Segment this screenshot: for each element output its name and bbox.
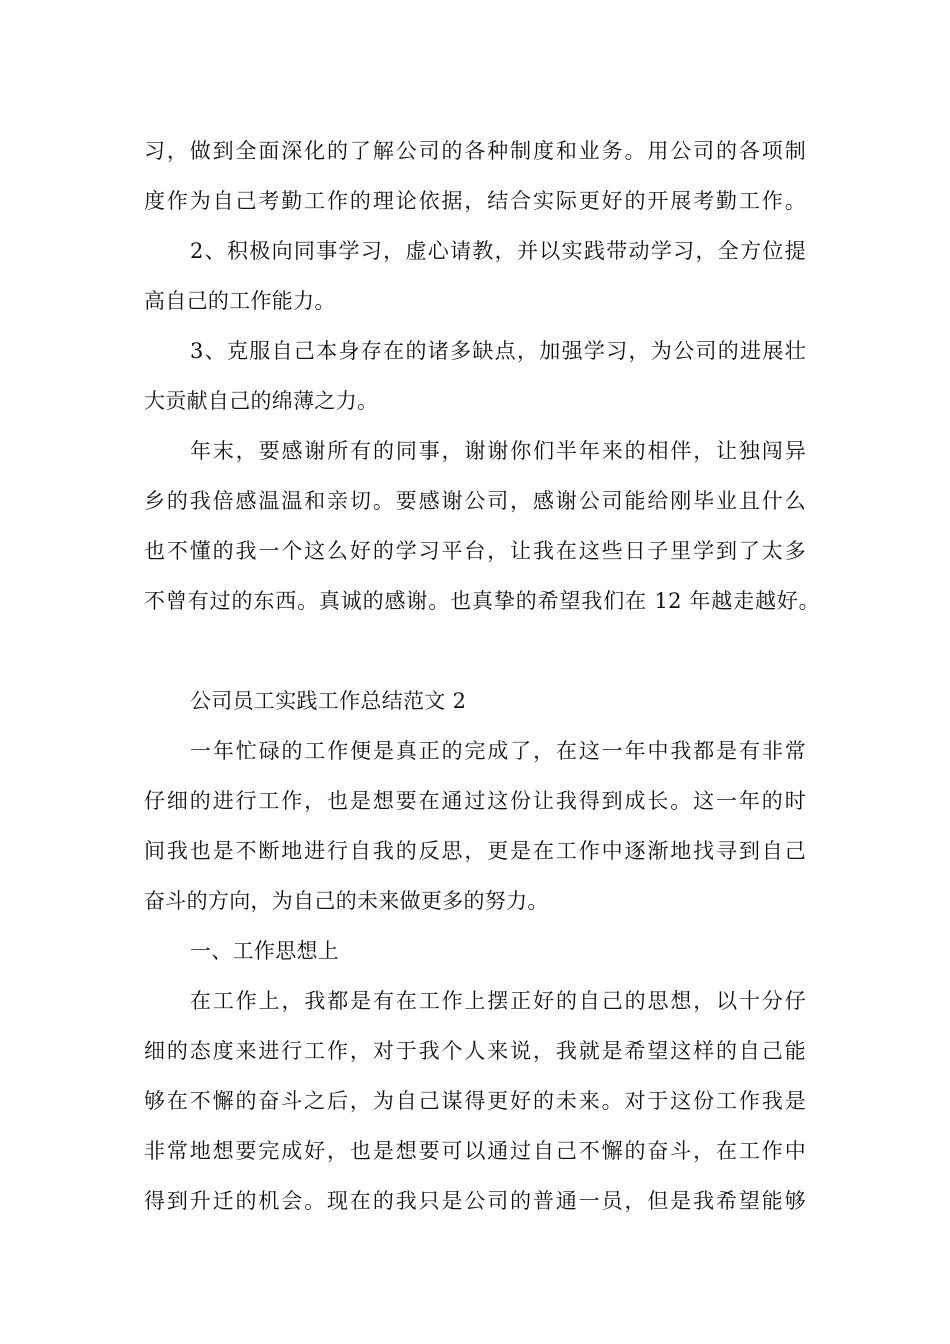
body-text-line: 乡的我倍感温温和亲切。要感谢公司，感谢公司能给刚毕业且什么 [144, 489, 806, 513]
body-text-line: 3、克服自己本身存在的诸多缺点，加强学习，为公司的进展壮 [190, 339, 806, 363]
body-text-line: 大贡献自己的绵薄之力。 [144, 389, 379, 413]
sub-heading: 一、工作思想上 [190, 939, 340, 963]
body-text-line: 习，做到全面深化的了解公司的各种制度和业务。用公司的各项制 [144, 139, 806, 163]
body-text-line: 仔细的进行工作，也是想要在通过这份让我得到成长。这一年的时 [144, 789, 806, 813]
body-text-line: 高自己的工作能力。 [144, 289, 336, 313]
body-text-line: 奋斗的方向，为自己的未来做更多的努力。 [144, 889, 549, 913]
body-text-line: 得到升迁的机会。现在的我只是公司的普通一员，但是我希望能够 [144, 1189, 806, 1213]
body-text-line: 细的态度来进行工作，对于我个人来说，我就是希望这样的自己能 [144, 1039, 806, 1063]
body-text-line: 够在不懈的奋斗之后，为自己谋得更好的未来。对于这份工作我是 [144, 1089, 806, 1113]
body-text-line: 也不懂的我一个这么好的学习平台，让我在这些日子里学到了太多 [144, 539, 806, 563]
body-text-line: 度作为自己考勤工作的理论依据，结合实际更好的开展考勤工作。 [144, 189, 806, 213]
body-text-line: 不曾有过的东西。真诚的感谢。也真挚的希望我们在 12 年越走越好。 [144, 589, 820, 613]
body-text-line: 间我也是不断地进行自我的反思，更是在工作中逐渐地找寻到自己 [144, 839, 806, 863]
section-heading: 公司员工实践工作总结范文 2 [190, 689, 467, 713]
body-text-line: 一年忙碌的工作便是真正的完成了，在这一年中我都是有非常 [190, 739, 806, 763]
body-text-line: 非常地想要完成好，也是想要可以通过自己不懈的奋斗，在工作中 [144, 1139, 806, 1163]
body-text-line: 2、积极向同事学习，虚心请教，并以实践带动学习，全方位提 [190, 239, 806, 263]
body-text-line: 在工作上，我都是有在工作上摆正好的自己的思想，以十分仔 [190, 989, 806, 1013]
body-text-line: 年末，要感谢所有的同事，谢谢你们半年来的相伴，让独闯异 [190, 439, 806, 463]
